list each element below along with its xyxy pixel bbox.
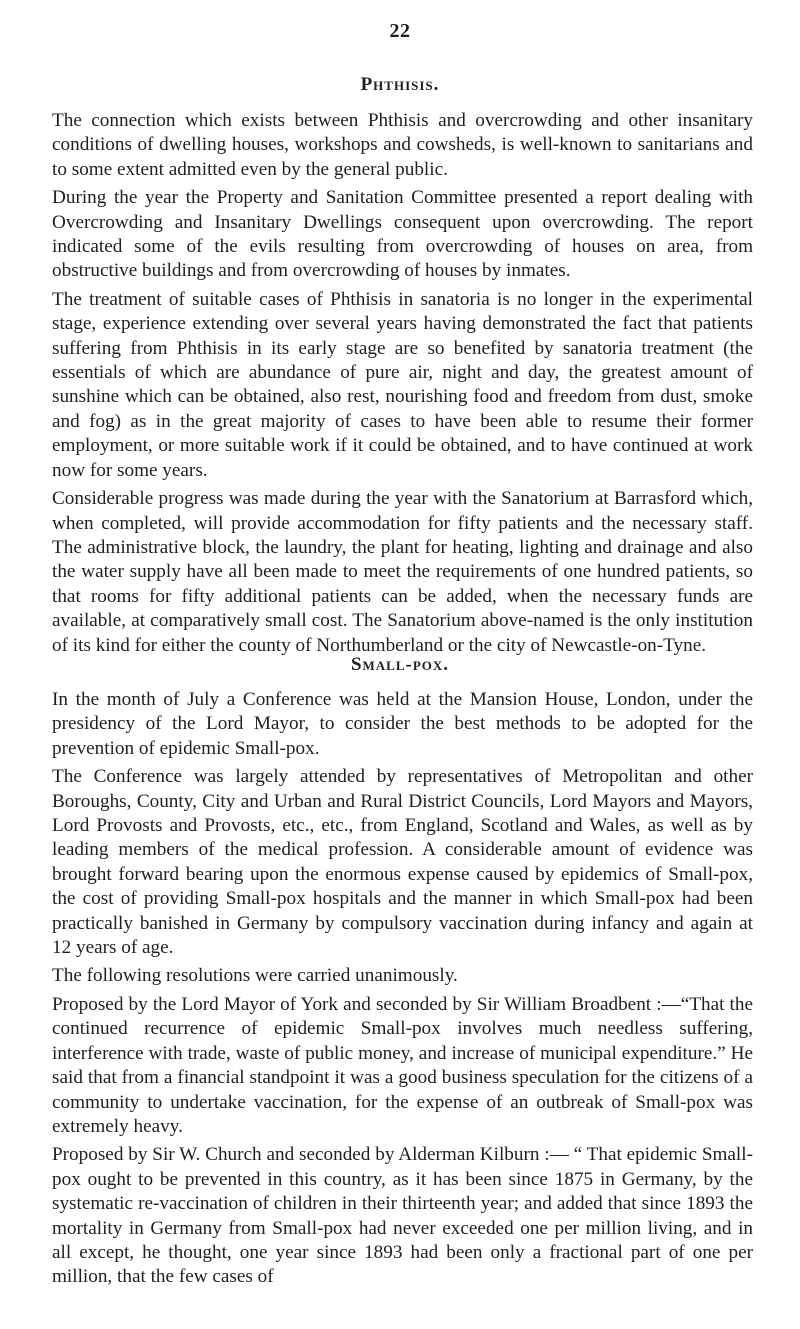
page-number: 22 — [389, 20, 411, 42]
paragraph: The treatment of suitable cases of Phthisis in sanatoria is no longer in the experimental stage, experience extending over several years having demonstrated the fact that patients suffering from Phthisis in its early stage are so benefited by sanatoria treatment (the essentials of which are abundance of pure air, night and day, the greatest amount of sunshine which can be obtained, also rest, nourishing food and freedom from dust, smoke and fog) as in the great majority of cases to have been able to resume their former employment, or more suitable work if it could be obtained, and to have continued at work now for some years. — [52, 288, 753, 481]
section-body-phthisis — [52, 109, 753, 662]
paragraph: The connection which exists between Phthisis and overcrowding and other insanitary conditions of dwelling houses, workshops and cowsheds, is well-known to sanitarians and to some extent admitted even by the general public. — [52, 110, 753, 180]
paragraph: The following resolutions were carried unanimously. — [52, 965, 458, 987]
paragraph: Proposed by Sir W. Church and seconded by Alderman Kilburn :— “ That epidemic Small-pox ought to be prevented in this country, as it has been since 1875 in Germany, by the systematic re-vaccination of children in their thirteenth year; and added that since 1893 the mortality in Germany from Small-pox had never exceeded one per million living, and in all except, he thought, one year since 1893 had been only a fractional part of one per million, that the few cases of — [52, 1144, 753, 1288]
section-heading-smallpox: Small-pox. — [350, 654, 450, 675]
section-body-smallpox — [52, 688, 753, 1294]
paragraph: In the month of July a Conference was held at the Mansion House, London, under the presidency of the Lord Mayor, to consider the best methods to be adopted for the prevention of epidemic Small-pox. — [52, 689, 753, 759]
paragraph: Considerable progress was made during the year with the Sanatorium at Barrasford which, when completed, will provide accommodation for fifty patients and the necessary staff. The administrative block, the laundry, the plant for heating, lighting and drainage and also the water supply have all been made to meet the requirements of one hundred patients, so that rooms for fifty additional patients can be added, when the necessary funds are available, at comparatively small cost. The Sanatorium above-named is the only institution of its kind for either the county of Northumberland or the city of Newcastle-on-Tyne. — [52, 488, 753, 656]
paragraph: The Conference was largely attended by representatives of Metropolitan and other Boroughs, County, City and Urban and Rural District Councils, Lord Mayors and Mayors, Lord Provosts and Provosts, etc., etc., from England, Scotland and Wales, as well as by leading members of the medical profession. A considerable amount of evidence was brought forward bearing upon the enormous expense caused by epidemics of Small-pox, the cost of providing Small-pox hospitals and the manner in which Small-pox had been practically banished in Germany by compulsory vaccination during infancy and again at 12 years of age. — [52, 766, 753, 959]
section-heading-phthisis: Phthisis. — [360, 74, 440, 95]
paragraph: Proposed by the Lord Mayor of York and seconded by Sir William Broadbent :—“That the continued recurrence of epidemic Small-pox involves much needless suffering, interference with trade, waste of public money, and increase of municipal expenditure.” He said that from a financial standpoint it was a good business speculation for the citizens of a community to undertake vaccination, for the expense of an outbreak of Small-pox was extremely heavy. — [52, 993, 753, 1137]
paragraph: During the year the Property and Sanitation Committee presented a report dealing with Overcrowding and Insanitary Dwellings consequent upon overcrowding. The report indicated some of the evils resulting from overcrowding of houses on area, from obstructive buildings and from overcrowding of houses by inmates. — [52, 187, 753, 282]
